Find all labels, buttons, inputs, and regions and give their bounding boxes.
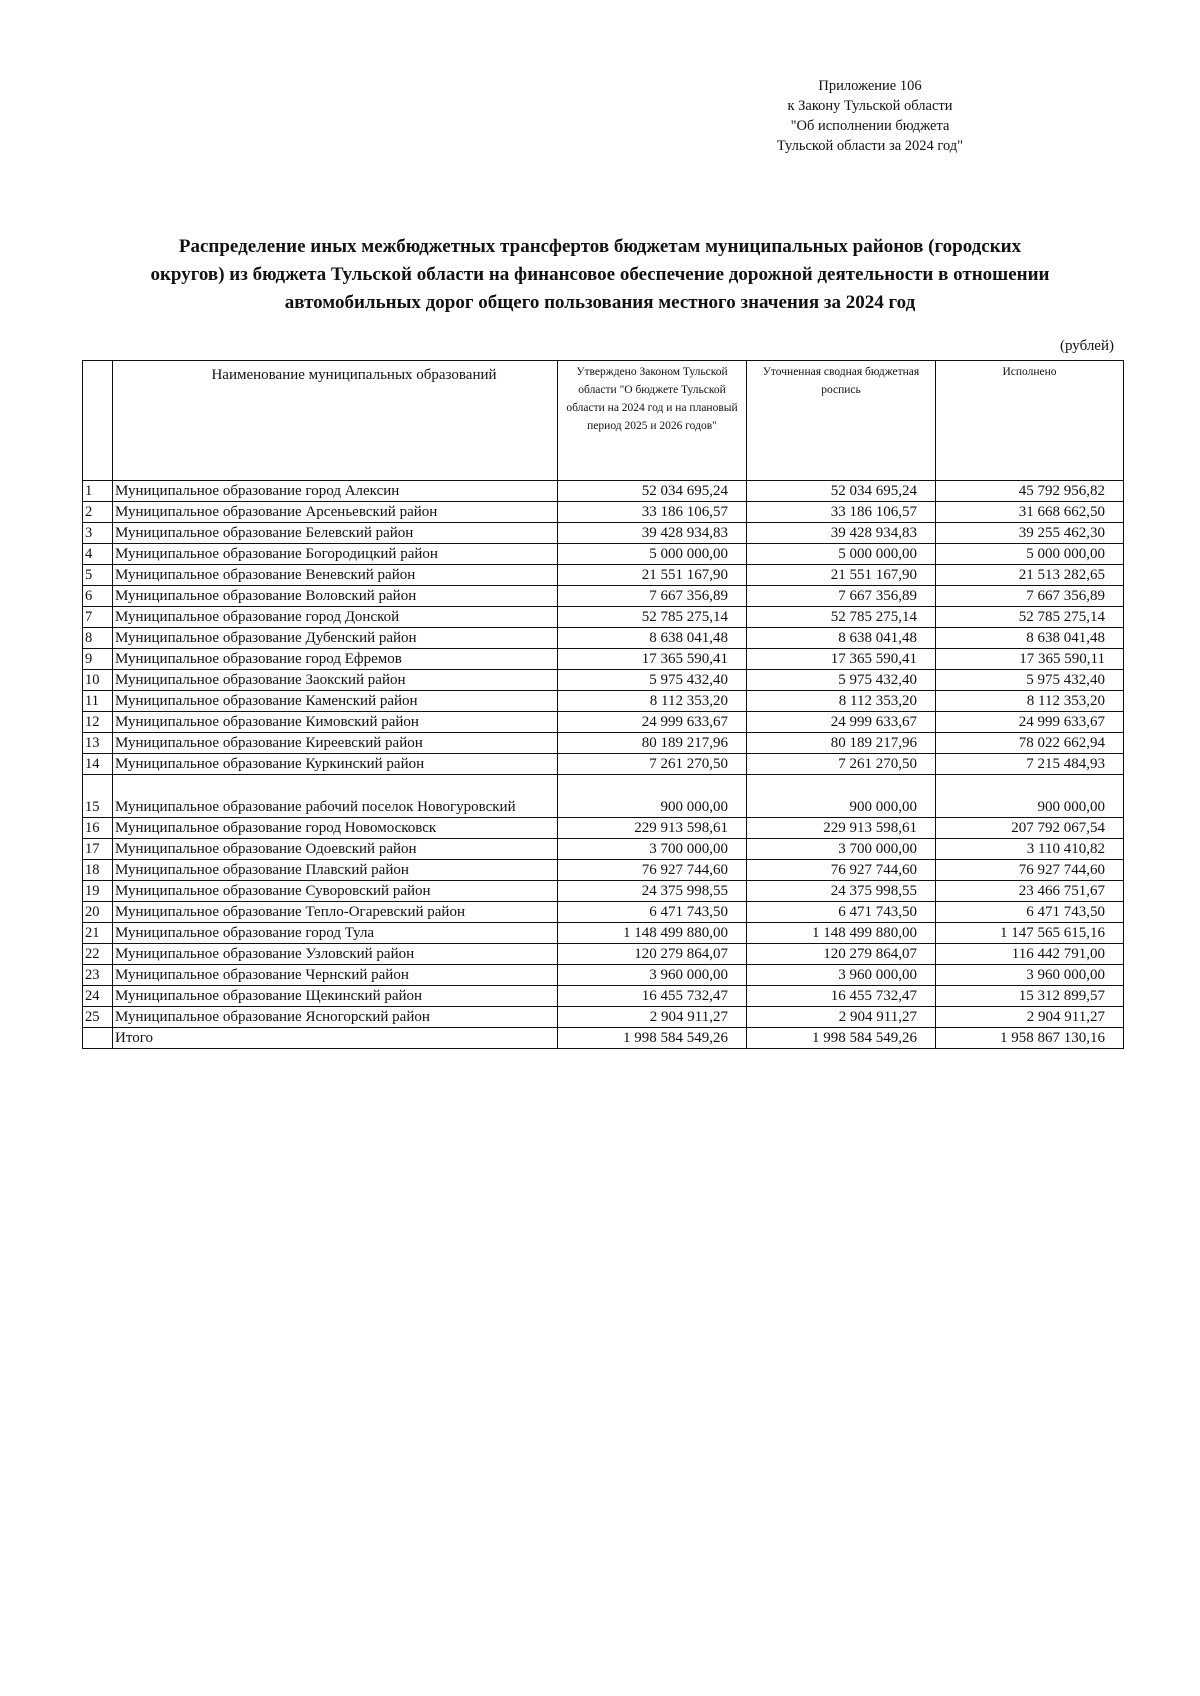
row-number: 7 — [83, 607, 113, 628]
table-row — [83, 670, 1124, 691]
table-row — [83, 1007, 1124, 1028]
title-line: автомобильных дорог общего пользования местного значения за 2024 год — [284, 292, 916, 313]
executed-amount: 116 442 791,00 — [936, 944, 1124, 965]
approved-amount: 33 186 106,57 — [558, 502, 747, 523]
row-number: 4 — [83, 544, 113, 565]
refined-amount: 21 551 167,90 — [747, 565, 936, 586]
refined-amount: 1 148 499 880,00 — [747, 923, 936, 944]
executed-amount: 76 927 744,60 — [936, 860, 1124, 881]
units-label: (рублей) — [1059, 338, 1114, 354]
executed-amount: 31 668 662,50 — [936, 502, 1124, 523]
refined-amount: 6 471 743,50 — [747, 902, 936, 923]
row-number: 20 — [83, 902, 113, 923]
row-number: 1 — [83, 481, 113, 502]
municipality-name: Муниципальное образование Воловский район — [113, 586, 558, 607]
refined-amount: 7 667 356,89 — [747, 586, 936, 607]
approved-amount: 7 261 270,50 — [558, 754, 747, 775]
table-row — [83, 565, 1124, 586]
municipality-name: Муниципальное образование Заокский район — [113, 670, 558, 691]
municipality-name: Муниципальное образование рабочий поселок Новогуровский — [113, 775, 558, 818]
executed-amount: 17 365 590,11 — [936, 649, 1124, 670]
refined-amount: 17 365 590,41 — [747, 649, 936, 670]
executed-amount: 8 638 041,48 — [936, 628, 1124, 649]
header-name: Наименование муниципальных образований — [113, 361, 558, 481]
row-number: 15 — [83, 775, 113, 818]
municipality-name: Муниципальное образование Каменский район — [113, 691, 558, 712]
row-number — [83, 1028, 113, 1049]
table-row — [83, 691, 1124, 712]
table-row — [83, 775, 1124, 818]
approved-amount: 2 904 911,27 — [558, 1007, 747, 1028]
municipality-name: Муниципальное образование Плавский район — [113, 860, 558, 881]
table-row — [83, 712, 1124, 733]
refined-amount: 1 998 584 549,26 — [747, 1028, 936, 1049]
appendix-line: Тульской области за 2024 год" — [776, 138, 964, 154]
approved-amount: 80 189 217,96 — [558, 733, 747, 754]
refined-amount: 8 638 041,48 — [747, 628, 936, 649]
executed-amount: 1 147 565 615,16 — [936, 923, 1124, 944]
header-executed: Исполнено — [936, 361, 1124, 481]
executed-amount: 3 110 410,82 — [936, 839, 1124, 860]
title-line: округов) из бюджета Тульской области на финансовое обеспечение дорожной деятельности в отношении — [150, 264, 1050, 285]
table-row — [83, 860, 1124, 881]
executed-amount: 39 255 462,30 — [936, 523, 1124, 544]
executed-amount: 7 667 356,89 — [936, 586, 1124, 607]
executed-amount: 24 999 633,67 — [936, 712, 1124, 733]
row-number: 10 — [83, 670, 113, 691]
approved-amount: 7 667 356,89 — [558, 586, 747, 607]
municipality-name: Муниципальное образование Киреевский район — [113, 733, 558, 754]
refined-amount: 5 975 432,40 — [747, 670, 936, 691]
title-line: Распределение иных межбюджетных трансфертов бюджетам муниципальных районов (городских — [178, 236, 1022, 257]
table-row — [83, 649, 1124, 670]
municipality-name: Итого — [113, 1028, 558, 1049]
approved-amount: 21 551 167,90 — [558, 565, 747, 586]
row-number: 11 — [83, 691, 113, 712]
municipality-name: Муниципальное образование Чернский район — [113, 965, 558, 986]
municipality-name: Муниципальное образование Суворовский район — [113, 881, 558, 902]
table-header-row — [83, 361, 1124, 481]
header-number — [83, 361, 113, 481]
refined-amount: 24 375 998,55 — [747, 881, 936, 902]
approved-amount: 16 455 732,47 — [558, 986, 747, 1007]
table-row — [83, 1028, 1124, 1049]
refined-amount: 3 960 000,00 — [747, 965, 936, 986]
row-number: 5 — [83, 565, 113, 586]
executed-amount: 45 792 956,82 — [936, 481, 1124, 502]
executed-amount: 900 000,00 — [936, 775, 1124, 818]
table-row — [83, 502, 1124, 523]
municipality-name: Муниципальное образование Кимовский район — [113, 712, 558, 733]
table-row — [83, 733, 1124, 754]
approved-amount: 24 375 998,55 — [558, 881, 747, 902]
refined-amount: 5 000 000,00 — [747, 544, 936, 565]
executed-amount: 5 975 432,40 — [936, 670, 1124, 691]
municipality-name: Муниципальное образование Богородицкий район — [113, 544, 558, 565]
row-number: 14 — [83, 754, 113, 775]
refined-amount: 80 189 217,96 — [747, 733, 936, 754]
table-row — [83, 523, 1124, 544]
table-row — [83, 481, 1124, 502]
appendix-reference — [700, 76, 1040, 156]
approved-amount: 39 428 934,83 — [558, 523, 747, 544]
row-number: 19 — [83, 881, 113, 902]
approved-amount: 6 471 743,50 — [558, 902, 747, 923]
row-number: 23 — [83, 965, 113, 986]
municipality-name: Муниципальное образование город Новомосковск — [113, 818, 558, 839]
municipality-name: Муниципальное образование Тепло-Огаревский район — [113, 902, 558, 923]
executed-amount: 5 000 000,00 — [936, 544, 1124, 565]
refined-amount: 52 034 695,24 — [747, 481, 936, 502]
appendix-line: Приложение 106 — [818, 78, 922, 94]
executed-amount: 15 312 899,57 — [936, 986, 1124, 1007]
municipality-name: Муниципальное образование город Донской — [113, 607, 558, 628]
table-row — [83, 754, 1124, 775]
municipality-name: Муниципальное образование Куркинский район — [113, 754, 558, 775]
row-number: 25 — [83, 1007, 113, 1028]
row-number: 17 — [83, 839, 113, 860]
executed-amount: 207 792 067,54 — [936, 818, 1124, 839]
row-number: 3 — [83, 523, 113, 544]
refined-amount: 24 999 633,67 — [747, 712, 936, 733]
refined-amount: 33 186 106,57 — [747, 502, 936, 523]
table-row — [83, 544, 1124, 565]
refined-amount: 76 927 744,60 — [747, 860, 936, 881]
municipality-name: Муниципальное образование Одоевский район — [113, 839, 558, 860]
header-refined: Уточненная сводная бюджетная роспись — [747, 361, 936, 481]
executed-amount: 3 960 000,00 — [936, 965, 1124, 986]
table-row — [83, 586, 1124, 607]
approved-amount: 3 700 000,00 — [558, 839, 747, 860]
table-row — [83, 607, 1124, 628]
refined-amount: 52 785 275,14 — [747, 607, 936, 628]
table-row — [83, 944, 1124, 965]
table-row — [83, 965, 1124, 986]
table-row — [83, 839, 1124, 860]
refined-amount: 8 112 353,20 — [747, 691, 936, 712]
refined-amount: 120 279 864,07 — [747, 944, 936, 965]
executed-amount: 2 904 911,27 — [936, 1007, 1124, 1028]
municipality-name: Муниципальное образование Арсеньевский район — [113, 502, 558, 523]
approved-amount: 76 927 744,60 — [558, 860, 747, 881]
executed-amount: 1 958 867 130,16 — [936, 1028, 1124, 1049]
row-number: 21 — [83, 923, 113, 944]
table-row — [83, 902, 1124, 923]
executed-amount: 8 112 353,20 — [936, 691, 1124, 712]
municipality-name: Муниципальное образование Дубенский район — [113, 628, 558, 649]
municipality-name: Муниципальное образование город Ефремов — [113, 649, 558, 670]
table-row — [83, 986, 1124, 1007]
approved-amount: 5 975 432,40 — [558, 670, 747, 691]
refined-amount: 16 455 732,47 — [747, 986, 936, 1007]
municipality-name: Муниципальное образование Белевский район — [113, 523, 558, 544]
approved-amount: 52 034 695,24 — [558, 481, 747, 502]
refined-amount: 229 913 598,61 — [747, 818, 936, 839]
approved-amount: 8 638 041,48 — [558, 628, 747, 649]
executed-amount: 6 471 743,50 — [936, 902, 1124, 923]
municipality-name: Муниципальное образование город Тула — [113, 923, 558, 944]
approved-amount: 120 279 864,07 — [558, 944, 747, 965]
refined-amount: 2 904 911,27 — [747, 1007, 936, 1028]
row-number: 6 — [83, 586, 113, 607]
table-row — [83, 923, 1124, 944]
approved-amount: 52 785 275,14 — [558, 607, 747, 628]
document-title — [80, 233, 1120, 317]
row-number: 18 — [83, 860, 113, 881]
refined-amount: 7 261 270,50 — [747, 754, 936, 775]
table-row — [83, 628, 1124, 649]
header-approved: Утверждено Законом Тульской области "О бюджете Тульской области на 2024 год и на плановый период 2025 и 2026 годов" — [558, 361, 747, 481]
refined-amount: 900 000,00 — [747, 775, 936, 818]
executed-amount: 52 785 275,14 — [936, 607, 1124, 628]
row-number: 9 — [83, 649, 113, 670]
executed-amount: 23 466 751,67 — [936, 881, 1124, 902]
approved-amount: 1 998 584 549,26 — [558, 1028, 747, 1049]
executed-amount: 7 215 484,93 — [936, 754, 1124, 775]
approved-amount: 3 960 000,00 — [558, 965, 747, 986]
municipality-name: Муниципальное образование Узловский район — [113, 944, 558, 965]
approved-amount: 17 365 590,41 — [558, 649, 747, 670]
municipality-name: Муниципальное образование Веневский район — [113, 565, 558, 586]
approved-amount: 229 913 598,61 — [558, 818, 747, 839]
refined-amount: 39 428 934,83 — [747, 523, 936, 544]
transfers-table — [82, 360, 1124, 1049]
municipality-name: Муниципальное образование Ясногорский район — [113, 1007, 558, 1028]
refined-amount: 3 700 000,00 — [747, 839, 936, 860]
row-number: 16 — [83, 818, 113, 839]
table-row — [83, 881, 1124, 902]
row-number: 13 — [83, 733, 113, 754]
municipality-name: Муниципальное образование город Алексин — [113, 481, 558, 502]
row-number: 24 — [83, 986, 113, 1007]
appendix-line: к Закону Тульской области — [787, 98, 953, 114]
approved-amount: 1 148 499 880,00 — [558, 923, 747, 944]
executed-amount: 21 513 282,65 — [936, 565, 1124, 586]
row-number: 2 — [83, 502, 113, 523]
table-row — [83, 818, 1124, 839]
approved-amount: 24 999 633,67 — [558, 712, 747, 733]
appendix-line: "Об исполнении бюджета — [790, 118, 950, 134]
row-number: 12 — [83, 712, 113, 733]
executed-amount: 78 022 662,94 — [936, 733, 1124, 754]
row-number: 22 — [83, 944, 113, 965]
municipality-name: Муниципальное образование Щекинский район — [113, 986, 558, 1007]
approved-amount: 8 112 353,20 — [558, 691, 747, 712]
approved-amount: 5 000 000,00 — [558, 544, 747, 565]
row-number: 8 — [83, 628, 113, 649]
approved-amount: 900 000,00 — [558, 775, 747, 818]
